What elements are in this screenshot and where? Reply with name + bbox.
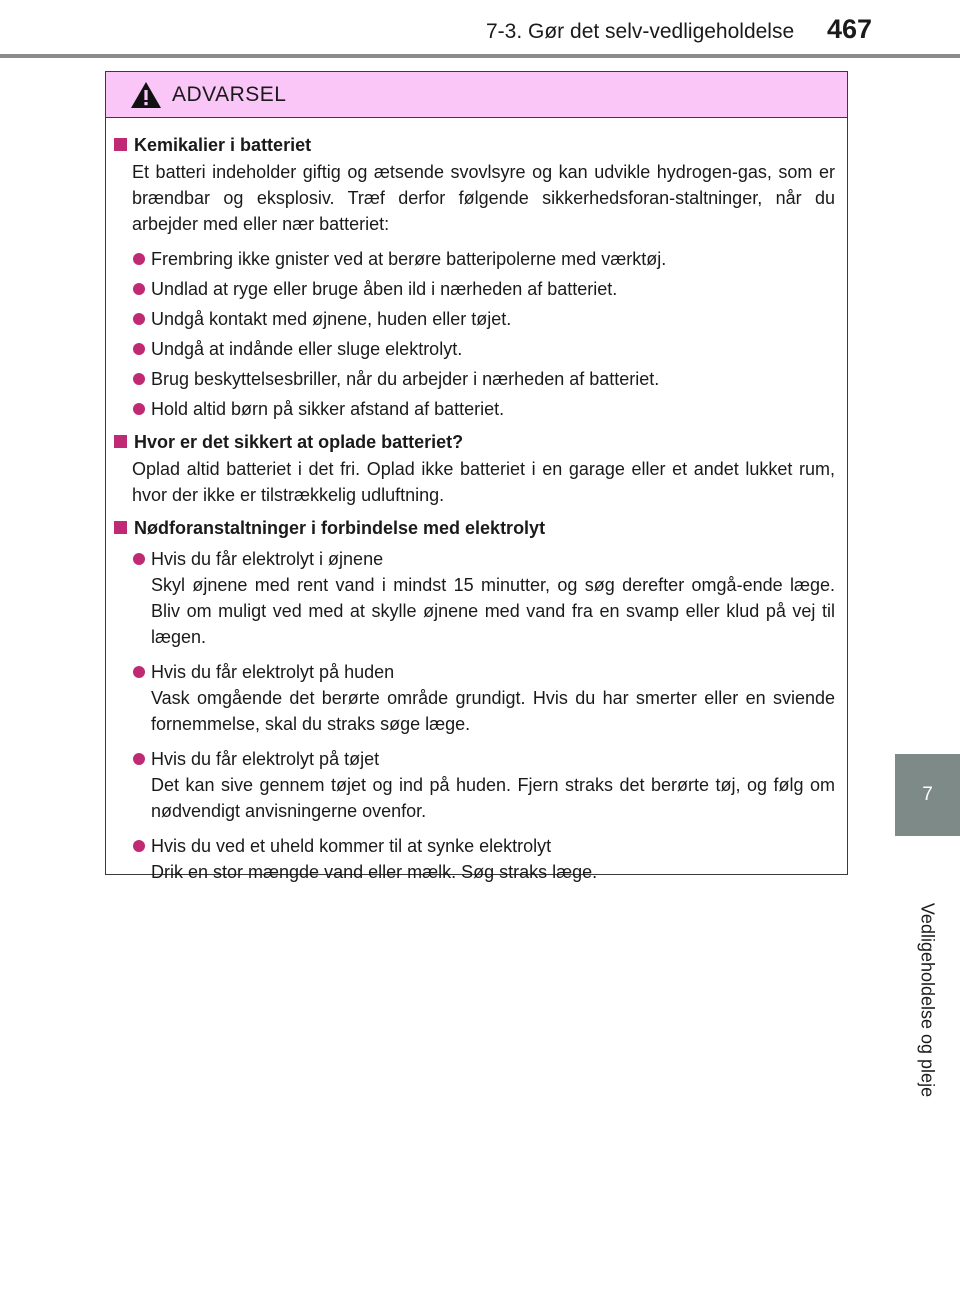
round-bullet-icon [133, 666, 145, 678]
round-bullet-icon [133, 313, 145, 325]
round-bullet-icon [133, 553, 145, 565]
square-bullet-icon [114, 521, 127, 534]
list-item: Brug beskyttelsesbriller, når du arbejder i nærheden af batteriet. [133, 366, 839, 392]
list-item-text: Skyl øjnene med rent vand i mindst 15 minutter, og søg derefter omgå-ende læge. Bliv om muligt ved med at skylle øjnene med vand fra en svamp eller klud på vej til lægen. [151, 575, 835, 647]
square-bullet-icon [114, 138, 127, 151]
list-item: Hold altid børn på sikker afstand af batteriet. [133, 396, 839, 422]
warning-title: ADVARSEL [172, 82, 287, 106]
round-bullet-icon [133, 373, 145, 385]
chapter-tab-label: Vedligeholdelse og pleje [917, 902, 938, 1098]
chapter-title: 7-3. Gør det selv-vedligeholdelse [486, 20, 795, 43]
list-item [133, 546, 839, 650]
round-bullet-icon [133, 343, 145, 355]
list-item-heading: Hvis du ved et uheld kommer til at synke elektrolyt [151, 836, 552, 856]
square-bullet-icon [114, 435, 127, 448]
round-bullet-icon [133, 403, 145, 415]
warning-box [105, 71, 848, 882]
round-bullet-icon [133, 253, 145, 265]
section-heading: Nødforanstaltninger i forbindelse med elektrolyt [114, 514, 839, 542]
warning-triangle-icon [130, 81, 162, 109]
section-text: Oplad altid batteriet i det fri. Oplad ikke batteriet i en garage eller et andet lukket rum, hvor der ikke er tilstrækkelig udluftning. [132, 459, 835, 505]
list-item-heading: Hvis du får elektrolyt på huden [151, 662, 395, 682]
list-item [133, 746, 839, 824]
round-bullet-icon [133, 283, 145, 295]
list-item: Undgå at indånde eller sluge elektrolyt. [133, 336, 839, 362]
list-item: Undgå kontakt med øjnene, huden eller tøjet. [133, 306, 839, 332]
list-item-text: Det kan sive gennem tøjet og ind på huden. Fjern straks det berørte tøj, og følg om nødvendigt anvisningerne ovenfor. [151, 775, 835, 821]
list-item [133, 833, 839, 885]
section-heading: Kemikalier i batteriet [114, 131, 839, 159]
chapter-tab-number: 7 [922, 784, 933, 805]
chapter-tab[interactable] [895, 754, 960, 836]
list-item: Frembring ikke gnister ved at berøre batteripolerne med værktøj. [133, 246, 839, 272]
list-item-heading: Hvis du får elektrolyt på tøjet [151, 749, 380, 769]
warning-header [106, 72, 847, 118]
round-bullet-icon [133, 840, 145, 852]
section-heading: Hvor er det sikkert at oplade batteriet? [114, 428, 839, 456]
list-item-text: Drik en stor mængde vand eller mælk. Søg straks læge. [151, 862, 598, 882]
list-item [133, 659, 839, 737]
section-text: Et batteri indeholder giftig og ætsende svovlsyre og kan udvikle hydrogen-gas, som er brændbar og eksplosiv. Træf derfor følgende sikkerhedsforan-staltninger, når du arbejder med eller nær batteriet: [132, 162, 835, 234]
round-bullet-icon [133, 753, 145, 765]
list-item: Undlad at ryge eller bruge åben ild i nærheden af batteriet. [133, 276, 839, 302]
list-item-text: Vask omgående det berørte område grundigt. Hvis du har smerter eller en sviende fornemmelse, skal du straks søge læge. [151, 688, 835, 734]
header-divider [0, 54, 960, 58]
list-item-heading: Hvis du får elektrolyt i øjnene [151, 549, 384, 569]
page-number: 467 [827, 14, 873, 44]
warning-content [106, 118, 847, 885]
